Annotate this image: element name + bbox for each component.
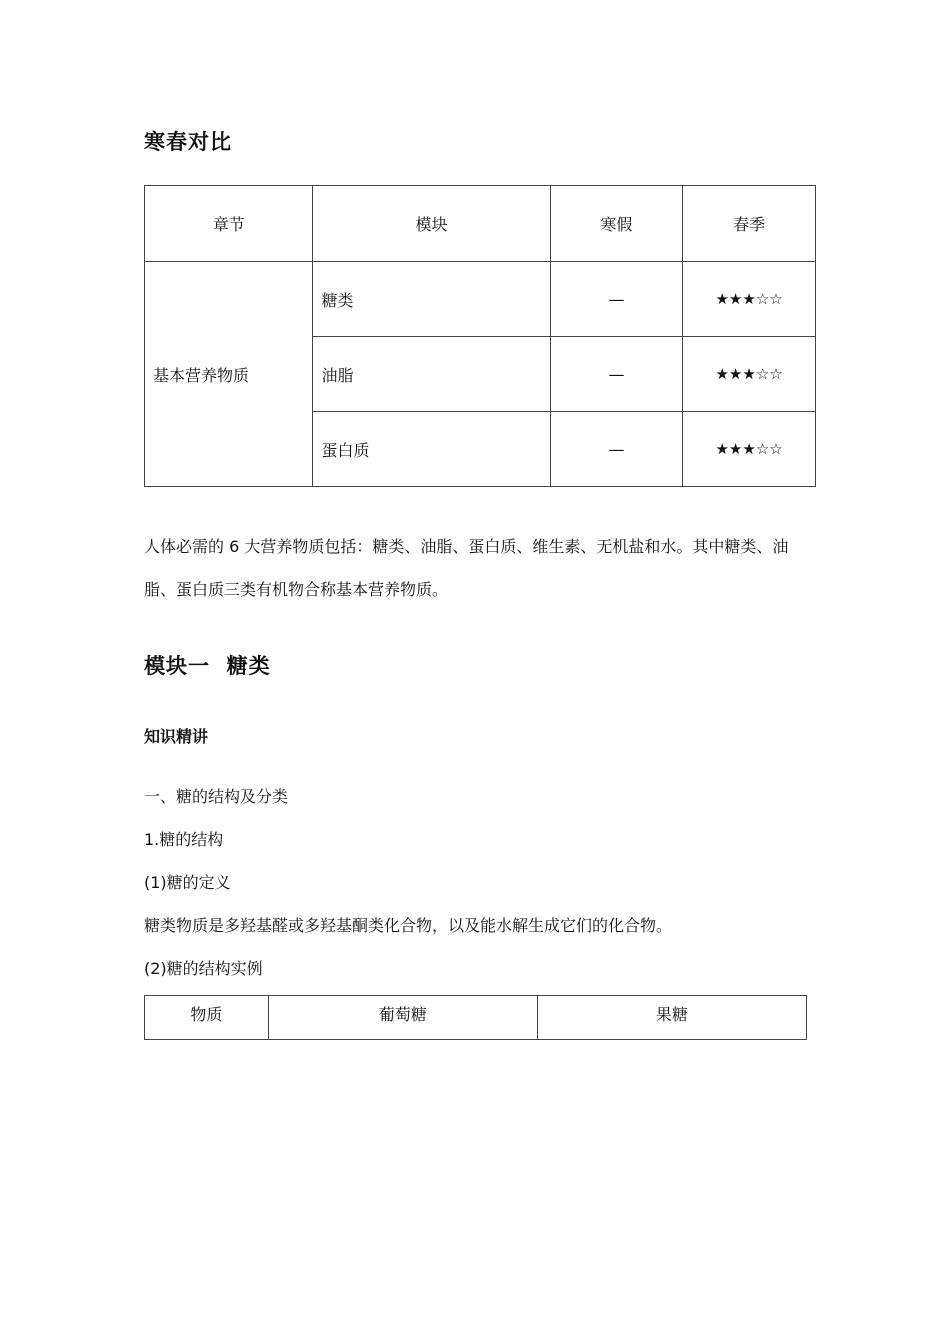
header-glucose: 葡萄糖 — [268, 996, 537, 1040]
intro-paragraph: 人体必需的 6 大营养物质包括：糖类、油脂、蛋白质、维生素、无机盐和水。其中糖类、油脂、蛋白质三类有机物合称基本营养物质。 — [144, 537, 789, 599]
module-cell: 油脂 — [313, 337, 550, 412]
module-title: 模块一 糖类 — [144, 654, 271, 678]
example-table — [144, 995, 807, 1040]
knowledge-heading: 知识精讲 — [144, 727, 209, 746]
winter-cell: — — [550, 412, 683, 487]
header-spring: 春季 — [683, 186, 816, 262]
spring-rating: ★★★☆☆ — [683, 262, 816, 337]
header-chapter: 章节 — [145, 186, 313, 262]
spring-rating: ★★★☆☆ — [683, 412, 816, 487]
table-row — [145, 262, 816, 337]
chapter-cell: 基本营养物质 — [145, 262, 313, 487]
module-cell: 糖类 — [313, 262, 550, 337]
winter-cell: — — [550, 262, 683, 337]
header-module: 模块 — [313, 186, 550, 262]
subsection-heading: 1.糖的结构 — [144, 830, 224, 849]
subsection-heading: (2)糖的结构实例 — [144, 959, 263, 978]
header-winter: 寒假 — [550, 186, 683, 262]
spring-rating: ★★★☆☆ — [683, 337, 816, 412]
table-header-row — [145, 186, 816, 262]
module-cell: 蛋白质 — [313, 412, 550, 487]
compare-table — [144, 185, 816, 487]
section-title-compare: 寒春对比 — [144, 130, 232, 154]
header-fructose: 果糖 — [537, 996, 806, 1040]
table-header-row — [145, 996, 807, 1040]
definition-text: 糖类物质是多羟基醛或多羟基酮类化合物，以及能水解生成它们的化合物。 — [144, 916, 673, 935]
section-heading: 一、糖的结构及分类 — [144, 787, 289, 806]
header-substance: 物质 — [145, 996, 269, 1040]
subsection-heading: (1)糖的定义 — [144, 873, 231, 892]
winter-cell: — — [550, 337, 683, 412]
